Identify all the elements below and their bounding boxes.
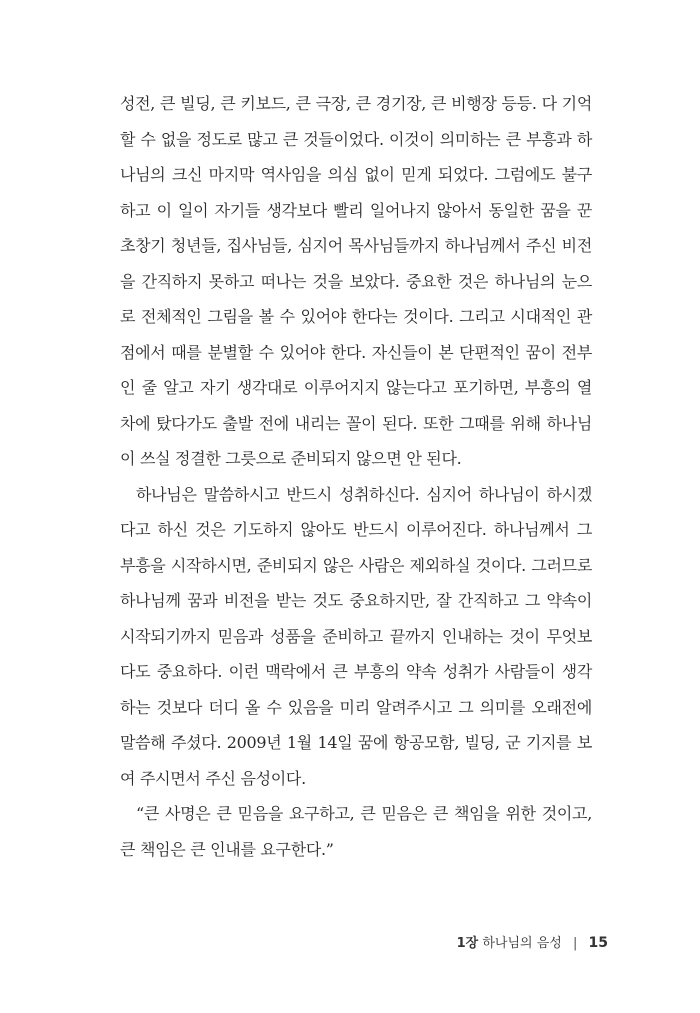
page-number: 15 — [588, 935, 608, 951]
chapter-title: 하나님의 음성 — [482, 936, 562, 951]
paragraph-2: 하나님은 말씀하시고 반드시 성취하신다. 심지어 하나님이 하시겠다고 하신 것은 기도하지 않아도 반드시 이루어진다. 하나님께서 그 부흥을 시작하시면, 준비되지 않은 사람은 제외하실 것이다. 그러므로 하나님께 꿈과 비전을 받는 것도 중요하지만, 잘 간직하고 그 약속이 시작되기까지 믿음과 성품을 준비하고 끝까지 인내하는 것이 무엇보다도 중요하다. 이런 맥락에서 큰 부흥의 약속 성취가 사람들이 생각하는 것보다 더디 올 수 있음을 미리 알려주시고 그 의미를 오래전에 말씀해 주셨다. 2009년 1월 14일 꿈에 항공모함, 빌딩, 군 기지를 보여 주시면서 주신 음성이다. — [120, 484, 592, 788]
paragraph-3-quote: “큰 사명은 큰 믿음을 요구하고, 큰 믿음은 큰 책임을 위한 것이고, 큰 책임은 큰 인내를 요구한다.” — [120, 804, 592, 859]
page-footer — [457, 932, 608, 951]
paragraph-1: 성전, 큰 빌딩, 큰 키보드, 큰 극장, 큰 경기장, 큰 비행장 등등. 다 기억할 수 없을 정도로 많고 큰 것들이었다. 이것이 의미하는 큰 부흥과 하나님의 크신 마지막 역사임을 의심 없이 믿게 되었다. 그럼에도 불구하고 이 일이 자기들 생각보다 빨리 일어나지 않아서 동일한 꿈을 꾼 초창기 청년들, 집사님들, 심지어 목사님들까지 하나님께서 주신 비전을 간직하지 못하고 떠나는 것을 보았다. 중요한 것은 하나님의 눈으로 전체적인 그림을 볼 수 있어야 한다는 것이다. 그리고 시대적인 관점에서 때를 분별할 수 있어야 한다. 자신들이 본 단편적인 꿈이 전부인 줄 알고 자기 생각대로 이루어지지 않는다고 포기하면, 부흥의 열차에 탔다가도 출발 전에 내리는 꼴이 된다. 또한 그때를 위해 하나님이 쓰실 정결한 그릇으로 준비되지 않으면 안 된다. — [120, 94, 592, 468]
body-text — [120, 86, 592, 867]
footer-separator: | — [572, 936, 578, 951]
chapter-number: 1장 — [456, 936, 479, 951]
